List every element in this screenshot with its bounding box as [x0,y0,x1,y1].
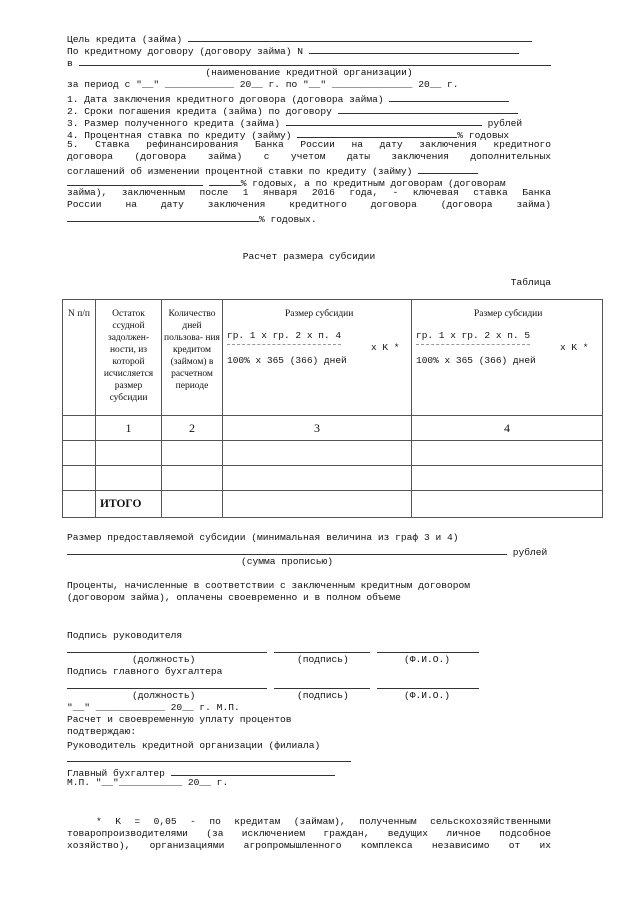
item-5-field-d[interactable] [67,211,259,222]
item-5-line-3-row [67,163,551,175]
purpose-field[interactable] [188,31,532,42]
col-header-subsidy-3 [223,300,412,416]
head-signature-caption: (подпись) [297,654,349,665]
item-1-field[interactable] [389,91,509,102]
table-cell[interactable] [63,466,96,491]
interest-line-1: Проценты, начисленные в соответствии с заключенным кредитным договором [67,580,471,591]
contract-number-field[interactable] [309,43,519,54]
interest-line-2: (договором займа), оплачены своевременно и в полном объеме [67,592,401,603]
table-cell[interactable] [223,441,412,466]
table-cell[interactable] [96,441,162,466]
formula-3-denominator: 100% x 365 (366) дней [227,355,347,366]
item-4-field[interactable] [297,127,457,138]
head-fio-caption: (Ф.И.О.) [404,654,451,665]
item-5-line-5: займа), заключенным после 1 января 2016 года, - ключевая ставка Банка [67,187,551,198]
formula-3-numerator: гр. 1 x гр. 2 x п. 4 [227,330,341,345]
item-3-row [67,115,551,127]
col-header-subsidy-4 [412,300,603,416]
item-4-row [67,127,551,139]
item-4-label: 4. Процентная ставка по кредиту (займу) [67,130,292,141]
footnote-line-2: товаропроизводителями (за исключением граждан, ведущих личное подсобное [67,828,551,839]
chief-fio-caption: (Ф.И.О.) [404,690,451,701]
head-position-caption: (должность) [132,654,196,665]
provided-row [67,544,551,556]
chief-signature-caption: (подпись) [297,690,349,701]
table-label: Таблица [510,277,551,288]
chief-fio-line[interactable] [377,688,479,689]
item-5-line-2: договора (договора займа) с учетом даты заключения дополнительных [67,151,551,162]
table-cell[interactable] [223,491,412,518]
item-3-field[interactable] [286,115,482,126]
table-cell [63,491,96,518]
head-fio-line[interactable] [377,652,479,653]
item-5-line-6: России на дату заключения кредитного договора (договора займа) [67,199,551,210]
bank-chief-field[interactable] [171,765,335,776]
item-2-field[interactable] [338,103,518,114]
col-header-subsidy-3-title: Размер субсидии [285,309,354,319]
total-label: ИТОГО [96,491,162,518]
formula-3 [227,330,411,370]
table-row [63,441,603,466]
col-number-3: 3 [223,416,412,441]
item-5-line-4-row [67,175,551,187]
head-signature-label: Подпись руководителя [67,630,183,641]
item-1-label: 1. Дата заключения кредитного договора (договора займа) [67,94,384,105]
provided-unit: рублей [512,547,548,558]
confirm-line-1: Расчет и своевременную уплату процентов [67,714,292,725]
org-caption: (наименование кредитной организации) [205,67,413,78]
formula-4-numerator: гр. 1 x гр. 2 x п. 5 [416,330,530,345]
item-5-field-b[interactable] [67,175,203,186]
col-header-subsidy-4-title: Размер субсидии [474,309,543,319]
purpose-row [67,31,551,43]
col-number-4: 4 [412,416,603,441]
org-field[interactable] [79,55,551,66]
confirm-line-2: подтверждаю: [67,726,137,737]
col-header-days: Количество дней пользова- ния кредитом (займом) в расчетном периоде [162,300,223,416]
calc-title: Расчет размера субсидии [242,251,376,262]
chief-position-caption: (должность) [132,690,196,701]
item-5-line-7-row [67,211,551,223]
provided-label: Размер предоставляемой субсидии (минимальная величина из граф 3 и 4) [67,532,459,543]
date-stamp: "__" ____________ 20__ г. М.П. [67,702,240,713]
item-5-field-a[interactable] [418,163,478,174]
bank-chief-label: Главный бухгалтер [67,768,165,779]
provided-amount-field[interactable] [67,544,507,555]
footnote-line-3: хозяйство), организациями агропромышленного комплекса независимо от их [67,840,551,851]
org-row [67,55,551,67]
formula-4 [416,330,602,370]
contract-row [67,43,551,55]
head-position-line[interactable] [67,652,267,653]
table-row [63,466,603,491]
table-header-row [63,300,603,416]
contract-label: По кредитному договору (договору займа) N [67,46,304,57]
item-5-line-4: % годовых, а по кредитным договорам (договорам [240,178,506,189]
bank-mp: М.П. "__"___________ 20__ г. [67,777,229,788]
head-signature-line[interactable] [274,652,370,653]
bank-head-line[interactable] [67,761,351,762]
purpose-label: Цель кредита (займа) [67,34,183,45]
formula-4-k: x K * [560,342,589,353]
footnote-line-1: * K = 0,05 - по кредитам (займам), полученным сельскохозяйственными [96,816,551,827]
col-number-1: 1 [96,416,162,441]
table-cell[interactable] [96,466,162,491]
item-1-row [67,91,551,103]
table-cell[interactable] [63,441,96,466]
bank-head-label: Руководитель кредитной организации (филиала) [67,740,321,751]
item-3-label: 3. Размер полученного кредита (займа) [67,118,281,129]
formula-3-k: x K * [371,342,400,353]
col-header-number: N п/п [63,300,96,416]
col-number-2: 2 [162,416,223,441]
chief-signature-line[interactable] [274,688,370,689]
chief-acc-label: Подпись главного бухгалтера [67,666,223,677]
item-2-label: 2. Сроки погашения кредита (займа) по договору [67,106,332,117]
words-caption: (сумма прописью) [240,556,334,567]
item-5-field-c[interactable] [209,175,241,186]
in-label: в [67,58,73,69]
table-cell[interactable] [412,441,603,466]
item-4-unit: % годовых [457,130,510,141]
table-cell [63,416,96,441]
subsidy-table [62,299,603,518]
formula-4-denominator: 100% x 365 (366) дней [416,355,536,366]
item-5-line-1: 5. Ставка рефинансирования Банка России на дату заключения кредитного [67,139,551,150]
table-cell[interactable] [162,466,223,491]
col-header-balance: Остаток ссудной задолжен- ности, из которой исчисляется размер субсидии [96,300,162,416]
item-5-line-3: соглашений об изменении процентной ставки по кредиту (займу) [67,166,413,177]
table-cell[interactable] [412,466,603,491]
table-cell[interactable] [412,491,603,518]
chief-position-line[interactable] [67,688,267,689]
table-cell[interactable] [223,466,412,491]
item-2-row [67,103,551,115]
bank-chief-row [67,765,551,777]
table-total-row [63,491,603,518]
period-row: за период с "__" ____________ 20__ г. по "__" ______________ 20__ г. [67,79,459,90]
item-3-unit: рублей [487,118,523,129]
table-cell[interactable] [162,441,223,466]
item-5-line-7: % годовых. [259,214,317,225]
table-cell[interactable] [162,491,223,518]
table-number-row [63,416,603,441]
